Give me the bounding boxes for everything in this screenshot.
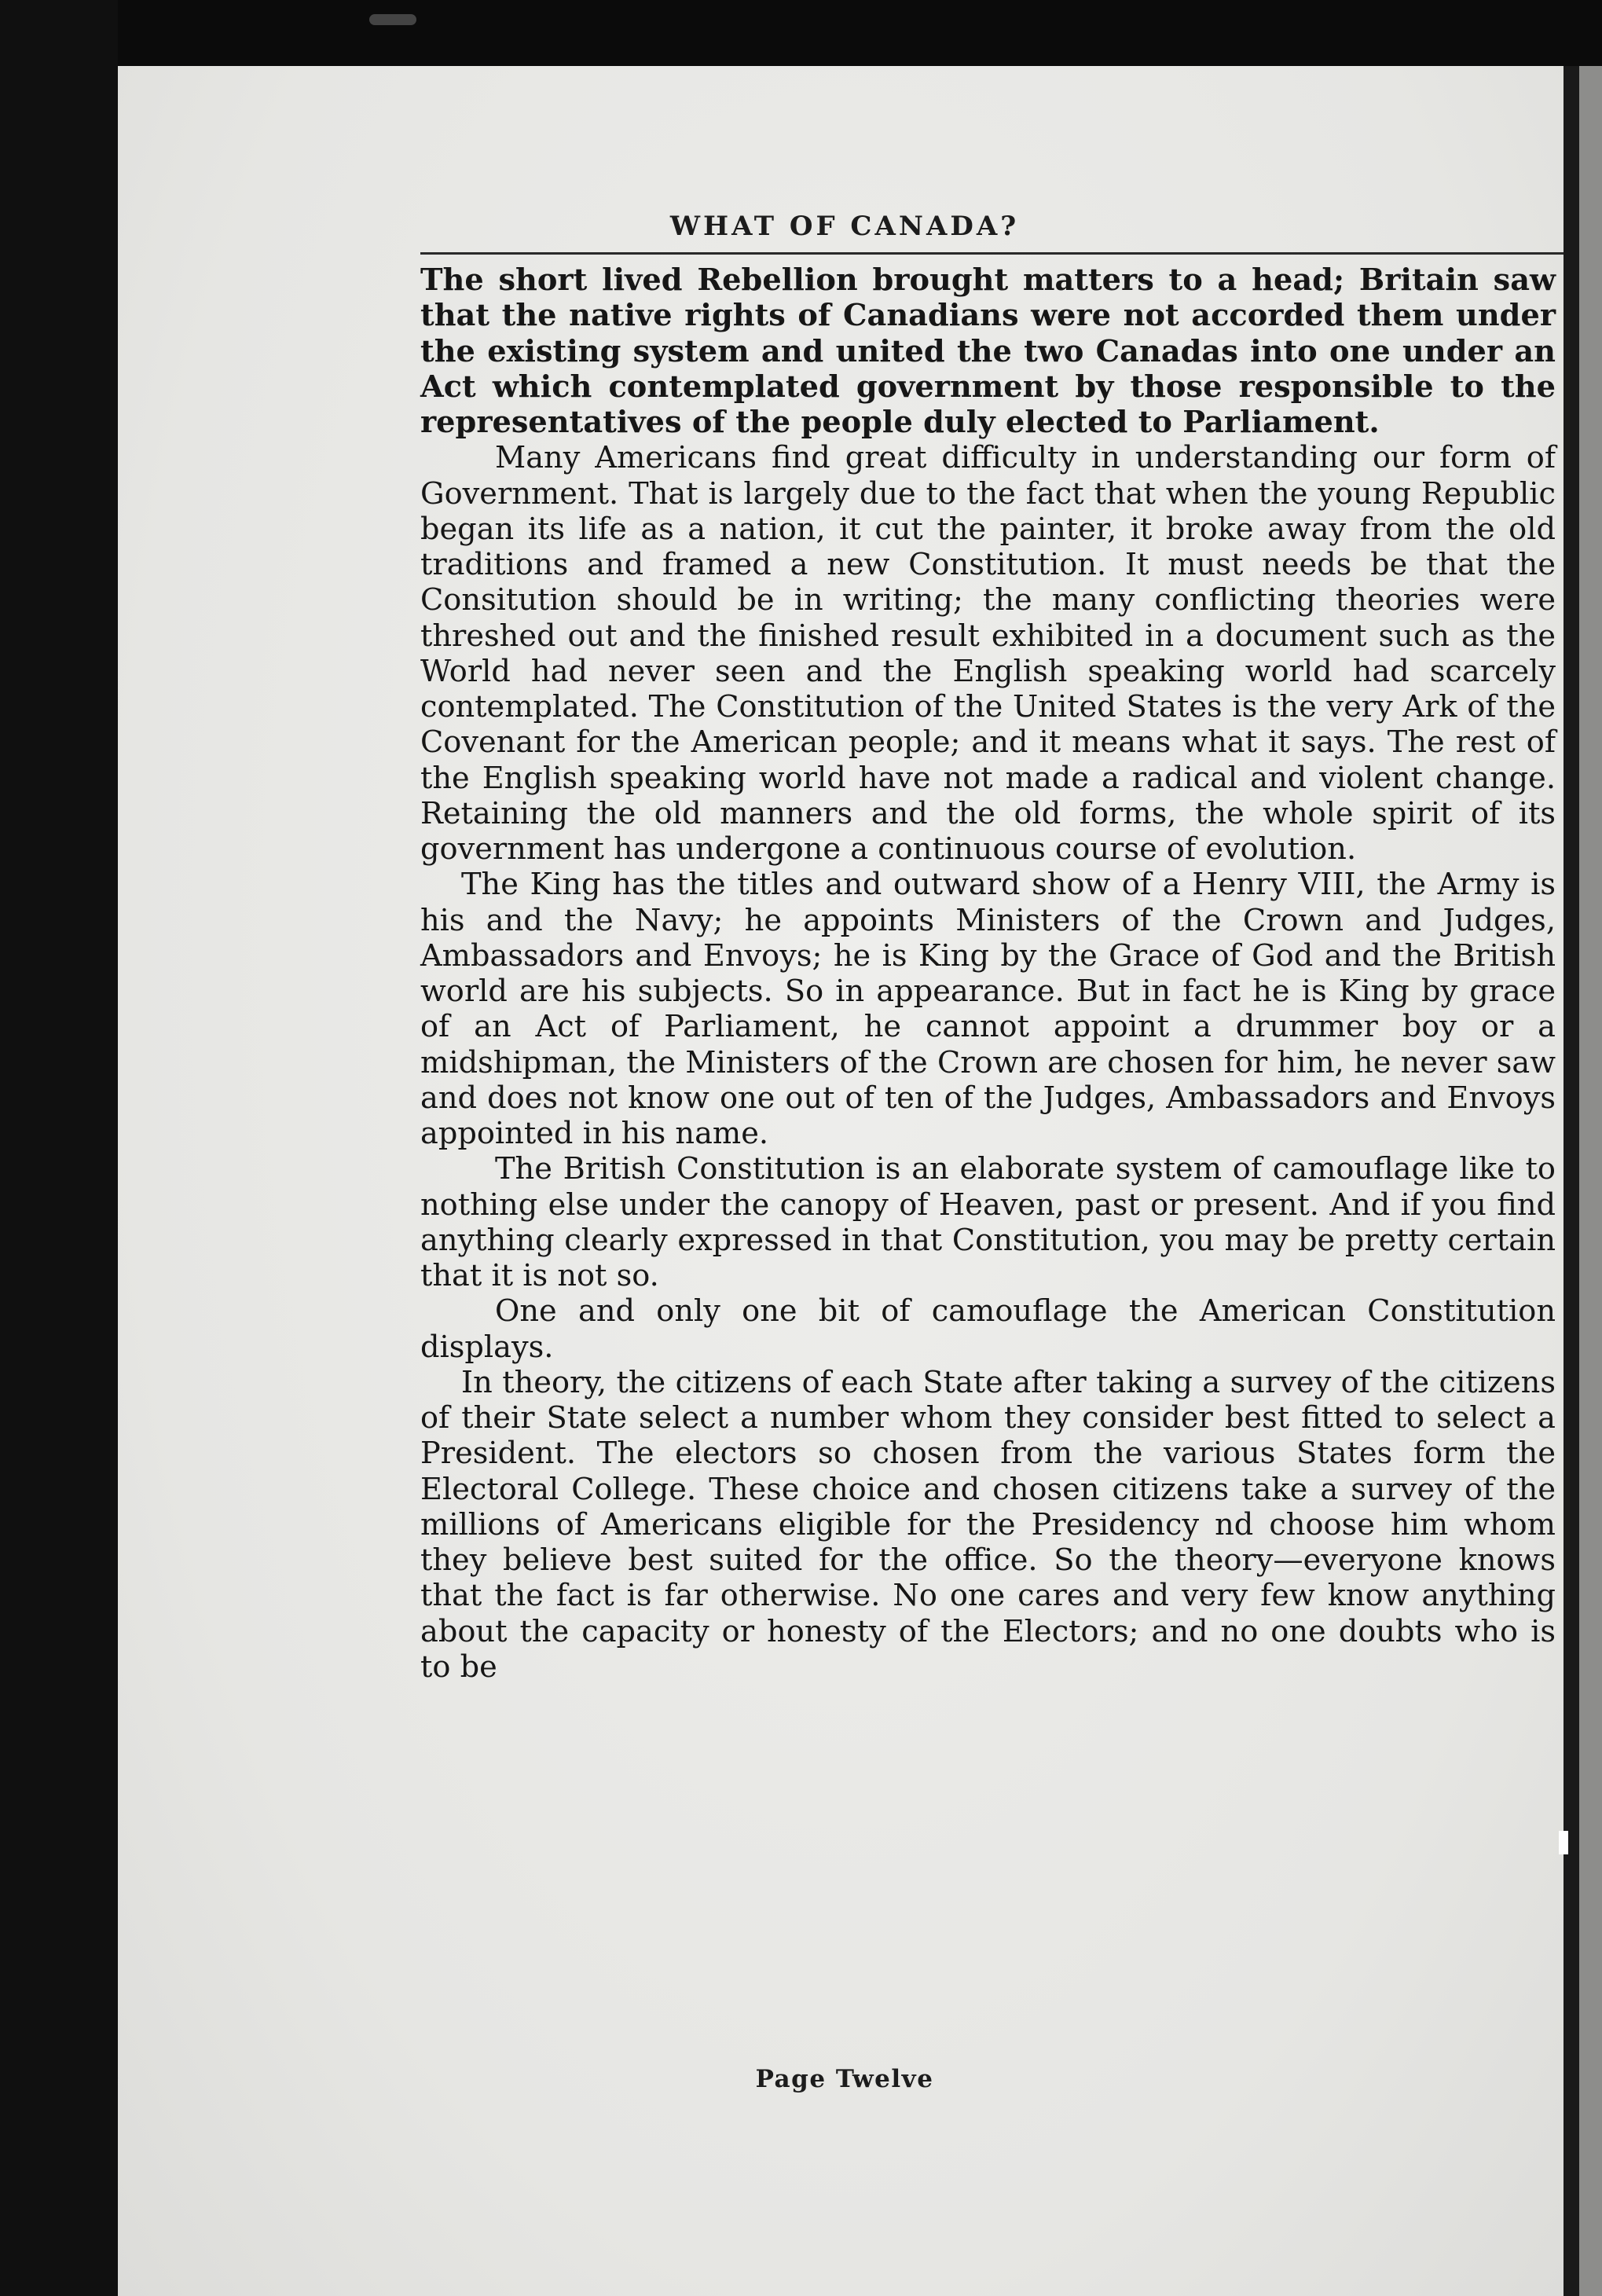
page-shadow-right [1564, 66, 1579, 2296]
running-head: WHAT OF CANADA? [669, 211, 1020, 242]
scan-margin-right [1579, 66, 1602, 2296]
paragraph-one-bit: One and only one bit of camouflage the American Constitution displays. [420, 1293, 1556, 1365]
paragraph-rebellion: The short lived Rebellion brought matters to a head; Britain saw that the native rights of Canadians were not accorded them under the existing system and united the two Canadas into one under an Act which contemplated government by those responsible to the representatives of the people duly elected to Parliament. [420, 262, 1556, 440]
header-rule [420, 252, 1586, 255]
film-scratch [369, 14, 416, 25]
paragraph-theory: In theory, the citizens of each State after taking a survey of the citizens of their State select a number whom they consider best fitted to select a President. The electors so chosen from the various States form the Electoral College. These choice and chosen citizens take a survey of the millions of Americans eligible for the Presidency nd choose him whom they believe best suited for the office. So the theory—everyone knows that the fact is far otherwise. No one cares and very few know anything about the capacity or honesty of the Electors; and no one doubts who is to be [420, 1364, 1556, 1685]
paragraph-british-constitution: The British Constitution is an elaborate system of camouflage like to nothing else under the canopy of Heaven, past or present. And if you find anything clearly expressed in that Constitution, you may be pretty certain that it is not so. [420, 1151, 1556, 1293]
scan-artifact [1559, 1831, 1568, 1854]
paragraph-king: The King has the titles and outward show of a Henry VIII, the Army is his and the Navy; he appoints Ministers of the Crown and Judges, Ambassadors and Envoys; he is King by the Grace of God and the British world are his subjects. So in appearance. But in fact he is King by grace of an Act of Parliament, he cannot appoint a drummer boy or a midshipman, the Ministers of the Crown are chosen for him, he never saw and does not know one out of ten of the Judges, Ambassadors and Envoys appointed in his name. [420, 867, 1556, 1151]
page-number: Page Twelve [755, 2065, 934, 2093]
body-text [420, 262, 1556, 1685]
scan-margin-left [0, 0, 118, 2296]
book-page [118, 66, 1571, 2296]
paragraph-americans: Many Americans find great difficulty in understanding our form of Government. That is largely due to the fact that when the young Republic began its life as a nation, it cut the painter, it broke away from the old traditions and framed a new Constitution. It must needs be that the Consitution should be in writing; the many conflicting theories were threshed out and the finished result exhibited in a document such as the World had never seen and the English speaking world had scarcely contemplated. The Constitution of the United States is the very Ark of the Covenant for the American people; and it means what it says. The rest of the English speaking world have not made a radical and violent change. Retaining the old manners and the old forms, the whole spirit of its government has undergone a continuous course of evolution. [420, 440, 1556, 867]
